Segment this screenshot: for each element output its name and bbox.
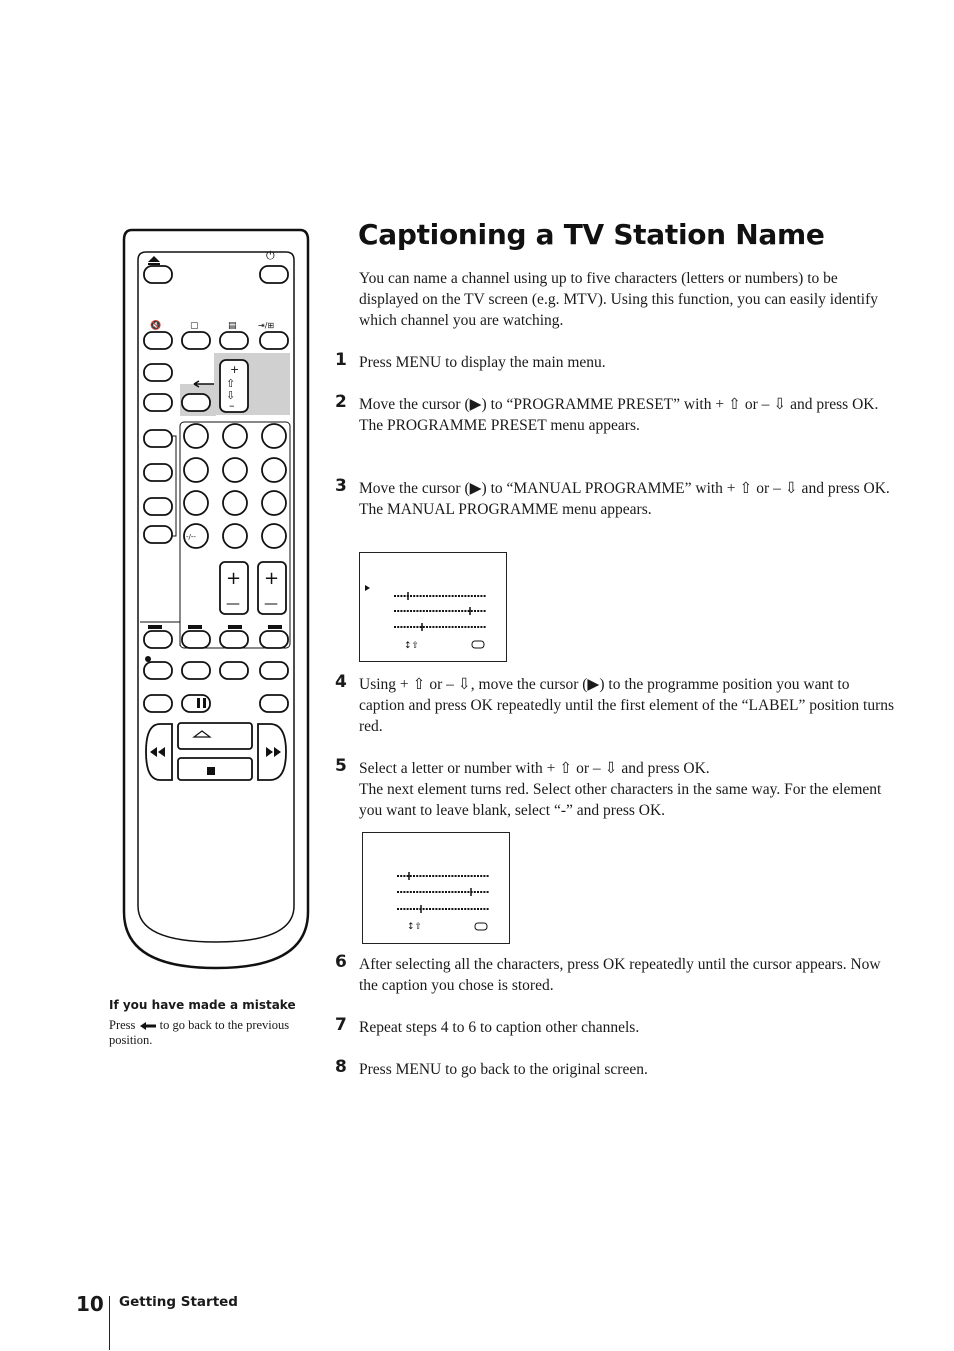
svg-text:⇩: ⇩ xyxy=(226,389,236,402)
step-number: 8 xyxy=(335,1057,347,1077)
svg-text:+: + xyxy=(230,363,240,376)
step-number: 5 xyxy=(335,756,347,776)
step-number: 2 xyxy=(335,392,347,412)
osd-screen-label-edit xyxy=(362,832,510,944)
step-2 xyxy=(335,394,895,436)
mistake-note-text xyxy=(109,1018,319,1048)
svg-text:▢: ▢ xyxy=(190,321,199,331)
section-name: Getting Started xyxy=(119,1294,238,1310)
step-text: Using + ⇧ or – ⇩, move the cursor (▶) to the programme position you want to caption and press OK repeatedly until the first element of the “LABEL” position turns red. xyxy=(359,676,895,735)
osd-screen-manual-programme xyxy=(359,552,507,662)
mistake-note-after: to go back to the previous position. xyxy=(109,1018,290,1047)
ok-button-icon xyxy=(472,641,484,648)
step-7 xyxy=(335,1017,895,1038)
mistake-note-title: If you have made a mistake xyxy=(109,998,296,1012)
svg-text:▤: ▤ xyxy=(228,321,237,331)
svg-text:-/--: -/-- xyxy=(186,533,196,541)
step-number: 6 xyxy=(335,952,347,972)
svg-text:–: – xyxy=(229,399,235,412)
step-text: Select a letter or number with + ⇧ or – ⇩ and press OK. xyxy=(359,760,710,777)
step-text: Move the cursor (▶) to “MANUAL PROGRAMME” with + ⇧ or – ⇩ and press OK. xyxy=(359,480,890,497)
mistake-note-before: Press xyxy=(109,1018,136,1032)
step-6 xyxy=(335,954,895,996)
step-text: Press MENU to display the main menu. xyxy=(359,354,606,371)
step-number: 4 xyxy=(335,672,347,692)
step-number: 3 xyxy=(335,476,347,496)
page-number: 10 xyxy=(76,1292,104,1316)
step-1 xyxy=(335,352,895,373)
up-down-arrows-icon: ↕⇧ xyxy=(404,641,420,651)
svg-text:⇧: ⇧ xyxy=(226,377,236,390)
page-title: Captioning a TV Station Name xyxy=(358,218,825,251)
up-down-arrows-icon: ↕⇧ xyxy=(407,922,423,932)
step-text: Move the cursor (▶) to “PROGRAMME PRESET” with + ⇧ or – ⇩ and press OK. xyxy=(359,396,879,413)
footer-divider xyxy=(109,1296,110,1350)
back-arrow-icon xyxy=(139,1021,157,1031)
remote-control-illustration xyxy=(118,226,318,981)
step-text: Press MENU to go back to the original screen. xyxy=(359,1061,648,1078)
svg-text:+: + xyxy=(264,568,280,589)
step-5 xyxy=(335,758,895,821)
svg-text:—: — xyxy=(226,596,240,612)
step-4 xyxy=(335,674,895,737)
cursor-triangle-icon xyxy=(365,585,370,591)
intro-paragraph: You can name a channel using up to five characters (letters or numbers) to be displayed on the TV screen (e.g. MTV). Using this function, you can easily identify which channel you are watching. xyxy=(359,270,879,329)
step-result: The MANUAL PROGRAMME menu appears. xyxy=(359,501,652,518)
tv-remote-control-icon xyxy=(118,226,318,976)
svg-text:🔇: 🔇 xyxy=(150,321,162,331)
step-number: 1 xyxy=(335,350,347,370)
step-3 xyxy=(335,478,895,520)
step-number: 7 xyxy=(335,1015,347,1035)
step-text: Repeat steps 4 to 6 to caption other channels. xyxy=(359,1019,640,1036)
step-text: After selecting all the characters, press OK repeatedly until the cursor appears. Now the caption you chose is stored. xyxy=(359,956,881,994)
svg-text:+: + xyxy=(226,568,242,589)
svg-text:⇥/⊞: ⇥/⊞ xyxy=(258,321,275,330)
step-result: The PROGRAMME PRESET menu appears. xyxy=(359,417,640,434)
ok-button-icon xyxy=(475,923,487,930)
step-8 xyxy=(335,1059,895,1080)
svg-text:⏻: ⏻ xyxy=(266,249,275,262)
svg-text:—: — xyxy=(264,596,278,612)
step-result: The next element turns red. Select other characters in the same way. For the element you want to leave blank, select “-” and press OK. xyxy=(359,781,882,819)
